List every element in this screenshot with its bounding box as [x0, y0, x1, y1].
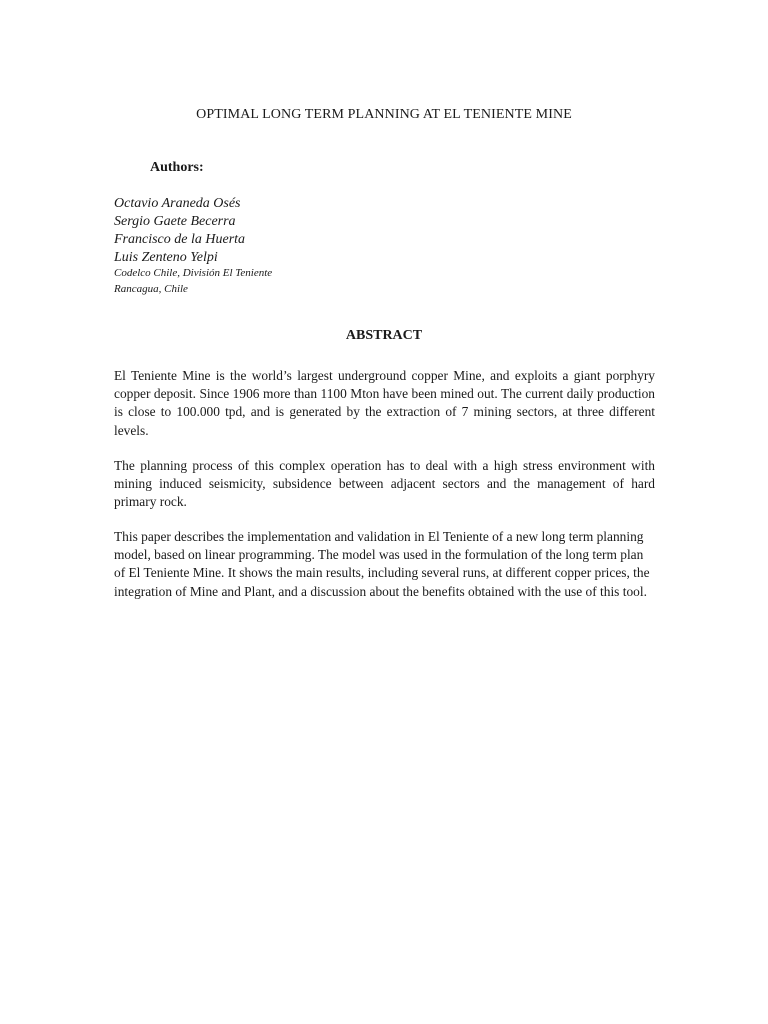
affiliation-location: Rancagua, Chile [114, 283, 188, 295]
affiliation [114, 265, 272, 297]
author-name: Octavio Araneda Osés [114, 196, 241, 211]
abstract-paragraph: This paper describes the implementation and validation in El Teniente of a new long term planning model, based on linear programming. The model was used in the formulation of the long term plan of El Teniente Mine. It shows the main results, including several runs, at different copper prices, the integration of Mine and Plant, and a discussion about the benefits obtained with the use of this tool. [114, 529, 650, 599]
author-list [114, 195, 245, 267]
author-name: Sergio Gaete Becerra [114, 214, 236, 229]
abstract-paragraph: El Teniente Mine is the world’s largest underground copper Mine, and exploits a giant porphyry copper deposit. Since 1906 more than 1100 Mton have been mined out. The current daily production is close to 100.000 tpd, and is generated by the extraction of 7 mining sectors, at three different levels. [114, 368, 655, 438]
affiliation-organization: Codelco Chile, División El Teniente [114, 267, 273, 279]
authors-heading: Authors: [150, 160, 204, 175]
abstract-paragraph: The planning process of this complex operation has to deal with a high stress environment with mining induced seismicity, subsidence between adjacent sectors and the management of hard primary rock. [114, 458, 655, 510]
author-name: Francisco de la Huerta [114, 232, 246, 247]
paper-title: OPTIMAL LONG TERM PLANNING AT EL TENIENTE MINE [196, 107, 572, 122]
author-name: Luis Zenteno Yelpi [114, 250, 218, 265]
abstract-heading: ABSTRACT [345, 328, 423, 343]
